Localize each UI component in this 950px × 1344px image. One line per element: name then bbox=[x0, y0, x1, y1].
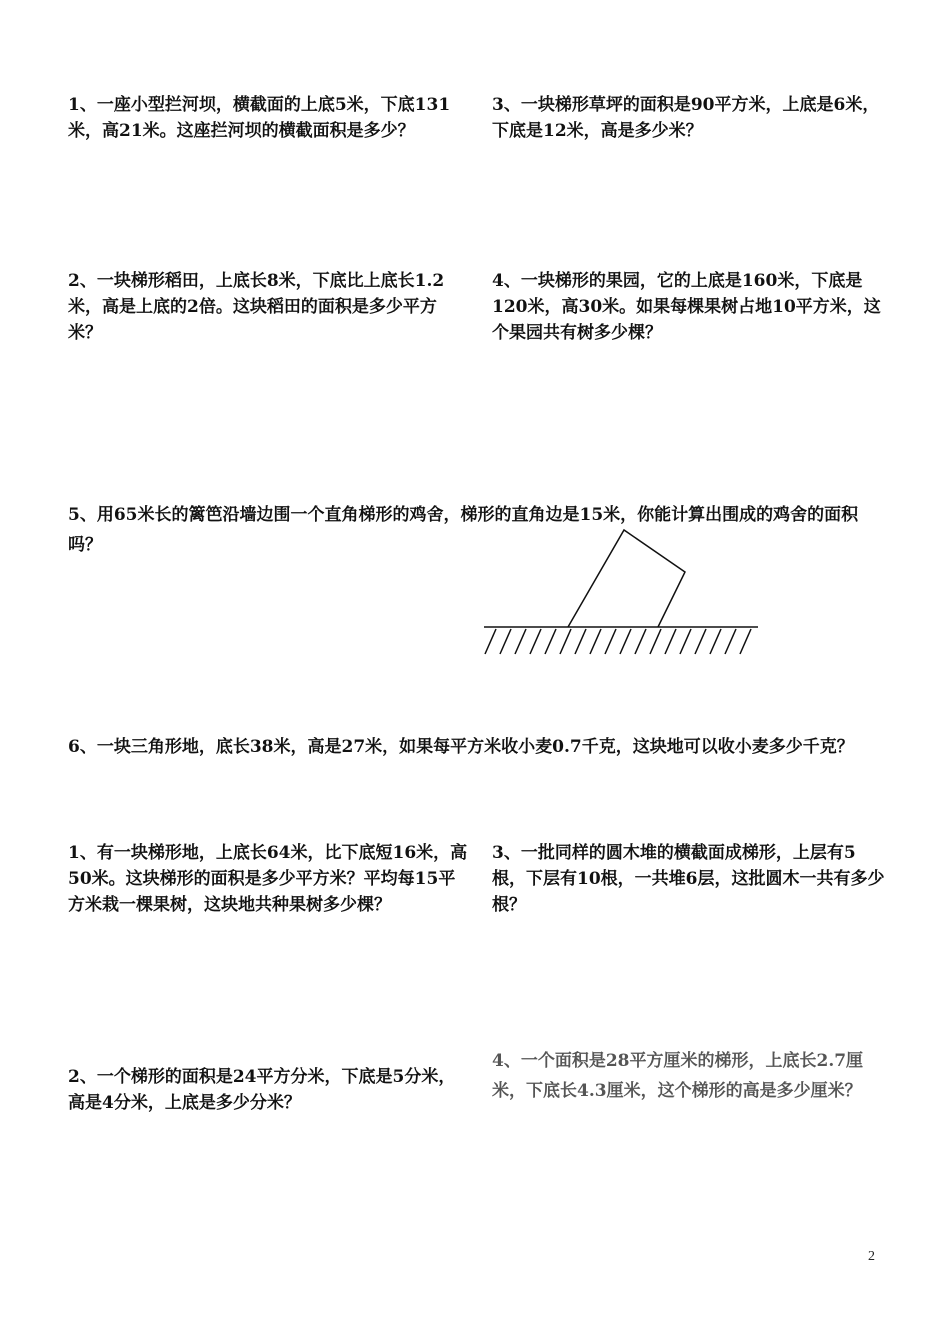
practice-question-4: 4、一个面积是28平方厘米的梯形，上底长2.7厘米，下底长4.3厘米，这个梯形的高是多少厘米？ bbox=[492, 1051, 864, 1101]
question-3: 3、一块梯形草坪的面积是90平方米，上底是6米，下底是12米，高是多少米？ bbox=[492, 95, 880, 141]
question-4: 4、一块梯形的果园，它的上底是160米，下底是120米，高30米。如果每棵果树占地10平方米，这个果园共有树多少棵？ bbox=[492, 271, 881, 343]
fence-outline bbox=[568, 530, 685, 627]
wall-hatching bbox=[485, 629, 751, 654]
practice-question-1: 1、有一块梯形地，上底长64米，比下底短16米，高50米。这块梯形的面积是多少平方米？平均每15平方米栽一棵果树，这块地共种果树多少棵？ bbox=[68, 843, 468, 915]
page-number: 2 bbox=[868, 1249, 875, 1264]
practice-question-2: 2、一个梯形的面积是24平方分米，下底是5分米，高是4分米，上底是多少分米？ bbox=[68, 1067, 456, 1113]
practice-question-3: 3、一批同样的圆木堆的横截面成梯形，上层有5根，下层有10根，一共堆6层，这批圆木一共有多少根？ bbox=[492, 843, 885, 915]
question-1: 1、一座小型拦河坝，横截面的上底5米，下底131米，高21米。这座拦河坝的横截面积是多少？ bbox=[68, 95, 451, 141]
trapezoid-wall-diagram bbox=[480, 528, 770, 658]
question-2: 2、一块梯形稻田，上底长8米，下底比上底长1.2米，高是上底的2倍。这块稻田的面积是多少平方米？ bbox=[68, 271, 445, 343]
question-6: 6、一块三角形地，底长38米，高是27米，如果每平方米收小麦0.7千克，这块地可以收小麦多少千克？ bbox=[68, 737, 854, 757]
question-5: 5、用65米长的篱笆沿墙边围一个直角梯形的鸡舍，梯形的直角边是15米，你能计算出围成的鸡舍的面积吗？ bbox=[68, 505, 859, 555]
